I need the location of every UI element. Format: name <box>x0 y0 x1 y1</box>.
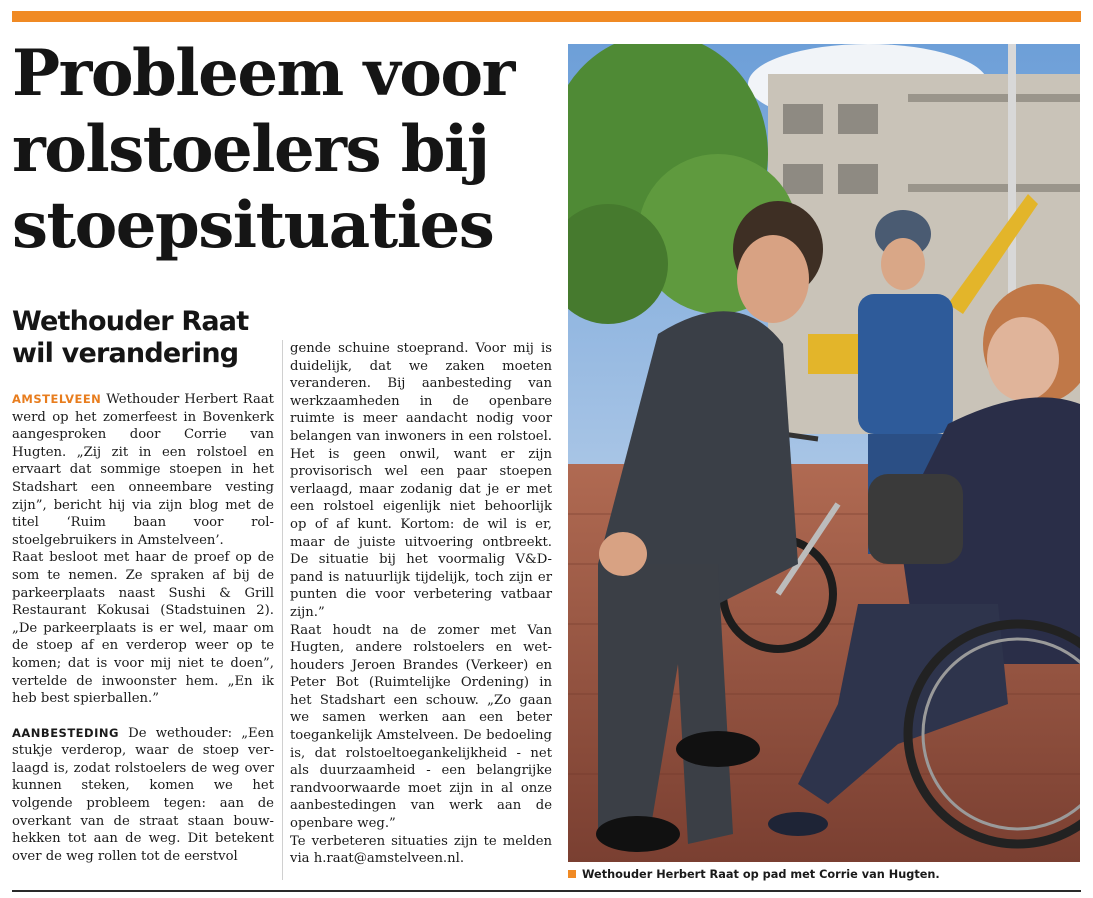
paragraph-6: Te verbeteren situaties zijn te melden via h.raat@amstelveen.nl. <box>290 833 552 867</box>
article-column-1 <box>12 391 274 865</box>
paragraph-intro <box>12 391 274 549</box>
paragraph-3-text: De wethouder: „Een stukje verderop, waar de stoep verlaagd is, zodat rolstoelers de weg over kunnen steken, komen we het volgende probleem tegen: aan de overkant van de straat staan bouwhekken tot aan de weg. Dit betekent over de weg rollen tot de eerstvol <box>12 725 274 864</box>
paragraph-2: Raat besloot met haar de proef op de som te nemen. Ze spraken af bij de parkeerplaats naast Sushi & Grill Restaurant Kokusai (Stadstuinen 2). „De parkeerplaats is er wel, maar om de stoep af en verderop weer op te komen; dat is voor mij niet te doen”, vertelde de inwoonster hem. „En ik heb best spierballen.” <box>12 550 274 707</box>
paragraph-5: Raat houdt na de zomer met Van Hugten, andere rolstoelers en wethouders Jeroen Brandes (Verkeer) en Peter Bot (Ruimtelijke Ordening) in het Stadshart een schouw. „Zo gaan we samen werken aan een beter toegankelijk Amstelveen. De bedoeling is, dat rolstoeltoegankelijkheid - net als duurzaamheid - een belangrijke randvoorwaarde moet zijn in al onze aanbestedingen van werk aan de openbare weg.” <box>290 622 552 832</box>
dateline: AMSTELVEEN <box>12 392 102 406</box>
photo-illustration <box>568 44 1080 862</box>
bottom-rule <box>12 890 1081 892</box>
paragraph-3 <box>12 725 274 866</box>
caption-marker <box>568 870 576 878</box>
article-column-2 <box>290 340 552 868</box>
paragraph-gap <box>12 708 274 725</box>
paragraph-4: gende schuine stoeprand. Voor mij is duidelijk, dat we zaken moeten veranderen. Bij aanbesteding van werkzaamheden in de openbare ruimte is meer aandacht nodig voor belangen van inwoners in een rolstoel. Het is geen onwil, want er zijn provisorisch wel een paar stoepen verlaagd, maar zodanig dat je er met een rolstoel eigenlijk niet behoorlijk op of af kunt. Kortom: de wil is er, maar de juiste uitvoering ontbreekt. De situatie bij het voormalig V&D-pand is natuurlijk tijdelijk, toch zijn er punten die voor verbetering vatbaar zijn.” <box>290 341 552 620</box>
subheadline: Wethouder Raat wil verandering <box>12 306 249 369</box>
construction-machine <box>808 334 858 374</box>
photo-caption <box>568 868 1080 882</box>
paragraph-intro-text: Wethouder Herbert Raat werd op het zomerfeest in Bovenkerk aangesproken door Corrie van Hugten. „Zij zit in een rolstoel en ervaart dat sommige stoepen in het Stadshart een onneembare vesting zijn”, bericht hij via zijn blog met de titel ‘Ruim baan voor rolstoelgebruikers in Amstelveen’. <box>12 392 274 548</box>
column-divider <box>282 340 283 880</box>
article-photo <box>568 44 1080 862</box>
top-accent-bar <box>12 11 1081 22</box>
headline: Probleem voor rolstoelers bij stoepsituaties <box>12 36 514 263</box>
section-kicker: AANBESTEDING <box>12 725 119 740</box>
caption-text: Wethouder Herbert Raat op pad met Corrie van Hugten. <box>582 868 940 881</box>
